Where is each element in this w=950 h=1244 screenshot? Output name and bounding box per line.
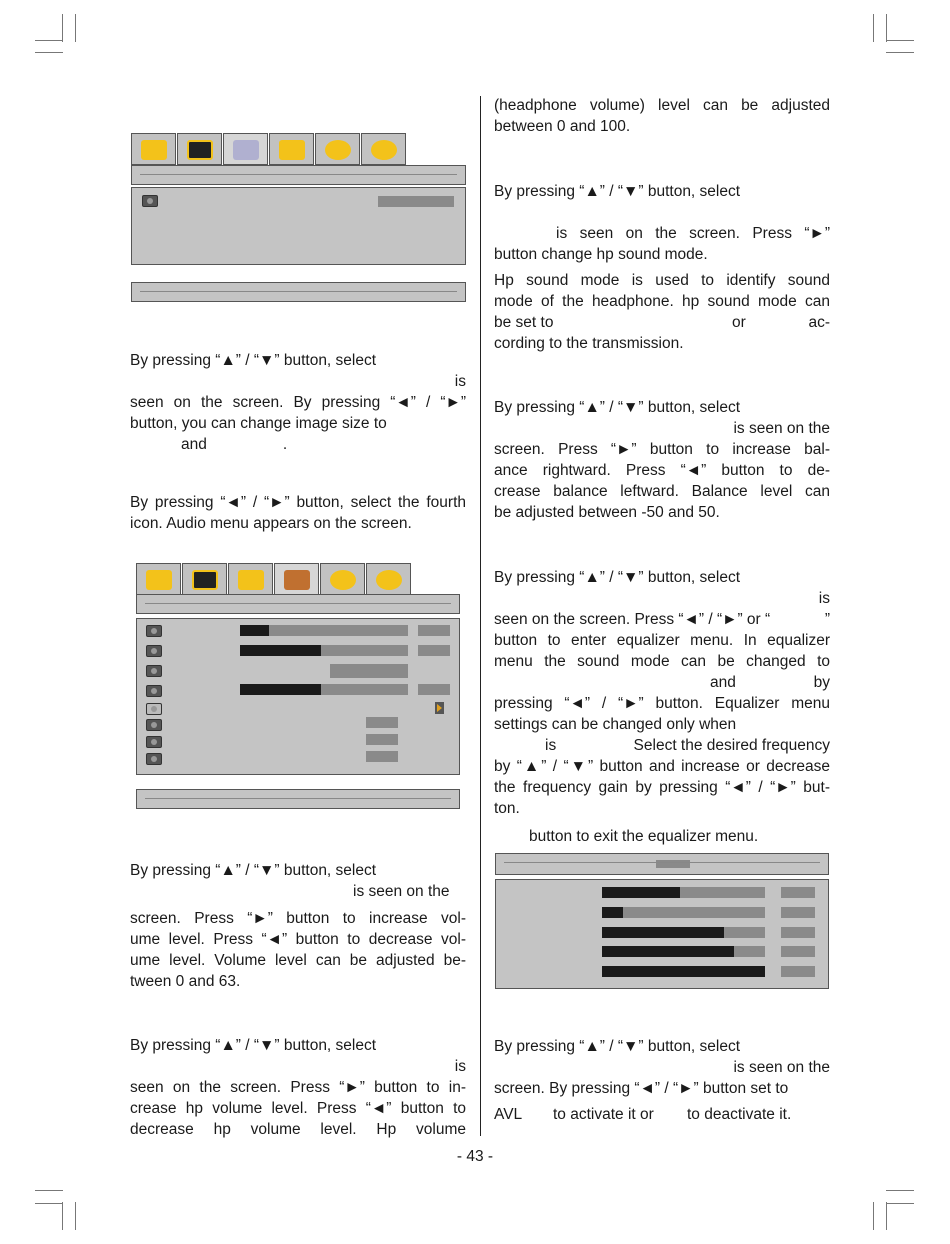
text-fragment: and xyxy=(181,436,207,453)
menu-panel xyxy=(131,187,466,265)
equalizer-instructions xyxy=(494,567,830,819)
text-line: crease hp volume level. Press “◄” button to xyxy=(130,1100,466,1117)
crop-mark xyxy=(35,1203,63,1204)
text-line: ance rightward. Press “◄” button to de- xyxy=(494,462,830,479)
text-line: is seen on the xyxy=(733,1059,830,1076)
text-fragment: is xyxy=(545,737,557,754)
text-line: crease balance leftward. Balance level can xyxy=(494,483,830,500)
hp-sound-mode-value xyxy=(330,664,408,678)
size-instructions xyxy=(130,350,466,455)
volume-bar xyxy=(240,625,408,636)
text-fragment: ” xyxy=(824,611,830,628)
eq-band-value xyxy=(781,927,815,938)
picture-menu-screenshot xyxy=(131,133,466,303)
crop-mark xyxy=(62,1202,63,1230)
eq-band-bar xyxy=(602,927,765,938)
balance-bar-fill xyxy=(240,684,321,695)
text-line: cording to the transmission. xyxy=(494,335,684,352)
balance-icon xyxy=(146,685,162,697)
picture-size-value xyxy=(378,196,454,207)
tab-feature-icon xyxy=(223,133,268,165)
eq-band-fill xyxy=(602,966,765,977)
eq-band-fill xyxy=(602,946,734,957)
text-line: By pressing “▲” / “▼” button, select xyxy=(494,399,741,416)
text-line xyxy=(494,1104,830,1125)
text-line: pressing “◄” / “►” button. Equalizer menu xyxy=(494,695,830,712)
equalizer-exit-note xyxy=(494,826,830,847)
text-line: screen. By pressing “◄” / “►” button set to xyxy=(494,1080,789,1097)
tab-install-icon xyxy=(361,133,406,165)
text-line: By pressing “▲” / “▼” button, select xyxy=(130,1037,377,1054)
menu-title-bar xyxy=(495,853,829,875)
text-line: seen on the screen. By pressing “◄” / “►” xyxy=(130,394,466,411)
hp-volume-value xyxy=(418,645,450,656)
text-line: ton. xyxy=(494,800,520,817)
eq-band-value xyxy=(781,946,815,957)
menu-tabs xyxy=(131,133,407,165)
volume-instructions xyxy=(130,860,466,992)
text-line xyxy=(130,434,466,455)
menu-title-bar xyxy=(131,165,466,185)
tab-picture-icon xyxy=(177,133,222,165)
volume-bar-fill xyxy=(240,625,269,636)
eq-band-value xyxy=(781,887,815,898)
effect-value xyxy=(366,751,398,762)
menu-panel xyxy=(495,879,829,989)
tab-settings-icon xyxy=(320,563,365,595)
sound-mode-icon xyxy=(146,719,162,731)
balance-value xyxy=(418,684,450,695)
eq-band-bar xyxy=(602,966,765,977)
tab-feature-icon xyxy=(228,563,273,595)
text-fragment: Select the desired frequency xyxy=(633,737,830,754)
text-fragment: or xyxy=(732,314,746,331)
audio-menu-instructions xyxy=(130,492,466,534)
avl-value xyxy=(366,734,398,745)
hp-volume-continued xyxy=(494,95,830,137)
picture-size-icon xyxy=(142,195,158,207)
hp-sound-mode-description xyxy=(494,270,830,354)
hp-volume-bar-fill xyxy=(240,645,321,656)
text-line: menu the sound mode can be changed to xyxy=(494,653,830,670)
text-fragment: and xyxy=(710,674,736,691)
text-line: is seen on the xyxy=(733,420,830,437)
avl-icon xyxy=(146,736,162,748)
menu-status-bar xyxy=(131,282,466,302)
text-line xyxy=(494,609,830,630)
text-line: button to enter equalizer menu. In equalizer xyxy=(494,632,830,649)
eq-band-fill xyxy=(602,887,680,898)
text-line: ume level. Volume level can be adjusted be- xyxy=(130,952,466,969)
crop-mark xyxy=(62,14,63,42)
text-fragment: ac- xyxy=(808,314,830,331)
menu-title-bar xyxy=(136,594,460,614)
text-line: By pressing “▲” / “▼” button, select xyxy=(494,183,741,200)
audio-menu-screenshot xyxy=(136,563,460,810)
crop-mark xyxy=(886,14,887,42)
volume-value xyxy=(418,625,450,636)
text-fragment: to deactivate it. xyxy=(687,1106,792,1123)
text-line: mode of the headphone. hp sound mode can xyxy=(494,293,830,310)
menu-status-bar xyxy=(136,789,460,809)
text-line: settings can be changed only when xyxy=(494,716,737,733)
eq-band-value xyxy=(781,907,815,918)
effect-icon xyxy=(146,753,162,765)
eq-band-value xyxy=(781,966,815,977)
crop-mark xyxy=(886,40,914,41)
hp-volume-instructions xyxy=(130,1035,466,1140)
text-line: be adjusted between -50 and 50. xyxy=(494,504,720,521)
text-line: the frequency gain by pressing “◄” / “►” but- xyxy=(494,779,830,796)
crop-mark xyxy=(873,14,874,42)
crop-mark xyxy=(35,52,63,53)
menu-tabs xyxy=(136,563,412,595)
text-line: is seen on the screen. Press “►” xyxy=(556,225,830,242)
tab-source-icon xyxy=(136,563,181,595)
eq-band-fill xyxy=(602,927,724,938)
crop-mark xyxy=(886,1190,914,1191)
crop-mark xyxy=(75,1202,76,1230)
tab-install-icon xyxy=(366,563,411,595)
avl-instructions xyxy=(494,1036,830,1125)
text-line: button change hp sound mode. xyxy=(494,246,708,263)
volume-icon xyxy=(146,625,162,637)
text-line: decrease hp volume level. Hp volume xyxy=(130,1121,466,1138)
text-paragraph: (headphone volume) level can be adjusted between 0 and 100. xyxy=(494,97,830,135)
eq-band-bar xyxy=(602,946,765,957)
text-line: is xyxy=(454,373,466,390)
equalizer-icon xyxy=(146,703,162,715)
text-line: screen. Press “►” button to increase vol- xyxy=(130,910,466,927)
crop-mark xyxy=(886,1202,887,1230)
title-marker xyxy=(656,860,690,868)
text-fragment: to activate it or xyxy=(553,1106,654,1123)
eq-band-bar xyxy=(602,887,765,898)
text-line xyxy=(494,735,830,756)
text-line: ume level. Press “◄” button to decrease vol- xyxy=(130,931,466,948)
eq-band-bar xyxy=(602,907,765,918)
crop-mark xyxy=(35,1190,63,1191)
text-line: tween 0 and 63. xyxy=(130,973,241,990)
text-line: is xyxy=(818,590,830,607)
sound-mode-value xyxy=(366,717,398,728)
tab-settings-icon xyxy=(315,133,360,165)
equalizer-menu-screenshot xyxy=(495,853,829,990)
tab-source-icon xyxy=(131,133,176,165)
crop-mark xyxy=(35,40,63,41)
text-line: Hp sound mode is used to identify sound xyxy=(494,272,830,289)
column-divider xyxy=(480,96,481,1136)
text-fragment: . xyxy=(282,436,288,453)
text-line: By pressing “▲” / “▼” button, select xyxy=(130,862,377,879)
text-fragment: be set to xyxy=(494,314,554,331)
text-line: screen. Press “►” button to increase bal- xyxy=(494,441,830,458)
text-fragment: by xyxy=(813,674,830,691)
eq-band-fill xyxy=(602,907,623,918)
crop-mark xyxy=(75,14,76,42)
text-fragment: seen on the screen. Press “◄” / “►” or “ xyxy=(494,611,771,628)
text-line: is seen on the xyxy=(353,883,450,900)
tab-sound-icon xyxy=(274,563,319,595)
text-line: by “▲” / “▼” button and increase or decrease xyxy=(494,758,830,775)
balance-bar xyxy=(240,684,408,695)
crop-mark xyxy=(873,1202,874,1230)
tab-sound-icon xyxy=(269,133,314,165)
text-line xyxy=(494,312,830,333)
hp-sound-mode-instructions xyxy=(494,181,830,265)
balance-instructions xyxy=(494,397,830,523)
hp-sound-mode-icon xyxy=(146,665,162,677)
text-line: By pressing “▲” / “▼” button, select xyxy=(494,569,741,586)
crop-mark xyxy=(886,1203,914,1204)
text-line: By pressing “▲” / “▼” button, select xyxy=(130,352,377,369)
text-line xyxy=(494,672,830,693)
text-line: button to exit the equalizer menu. xyxy=(529,828,759,845)
tab-picture-icon xyxy=(182,563,227,595)
text-line xyxy=(494,202,830,223)
equalizer-arrow-icon xyxy=(435,702,444,714)
text-fragment: AVL xyxy=(494,1106,523,1123)
text-paragraph: By pressing “◄” / “►” button, select the fourth icon. Audio menu appears on the screen. xyxy=(130,494,466,532)
hp-volume-bar xyxy=(240,645,408,656)
crop-mark xyxy=(886,52,914,53)
text-line: By pressing “▲” / “▼” button, select xyxy=(494,1038,741,1055)
menu-panel xyxy=(136,618,460,775)
hp-volume-icon xyxy=(146,645,162,657)
text-line: is xyxy=(454,1058,466,1075)
text-line: seen on the screen. Press “►” button to in- xyxy=(130,1079,466,1096)
text-line: button, you can change image size to xyxy=(130,415,387,432)
page-number: - 43 - xyxy=(456,1148,494,1165)
